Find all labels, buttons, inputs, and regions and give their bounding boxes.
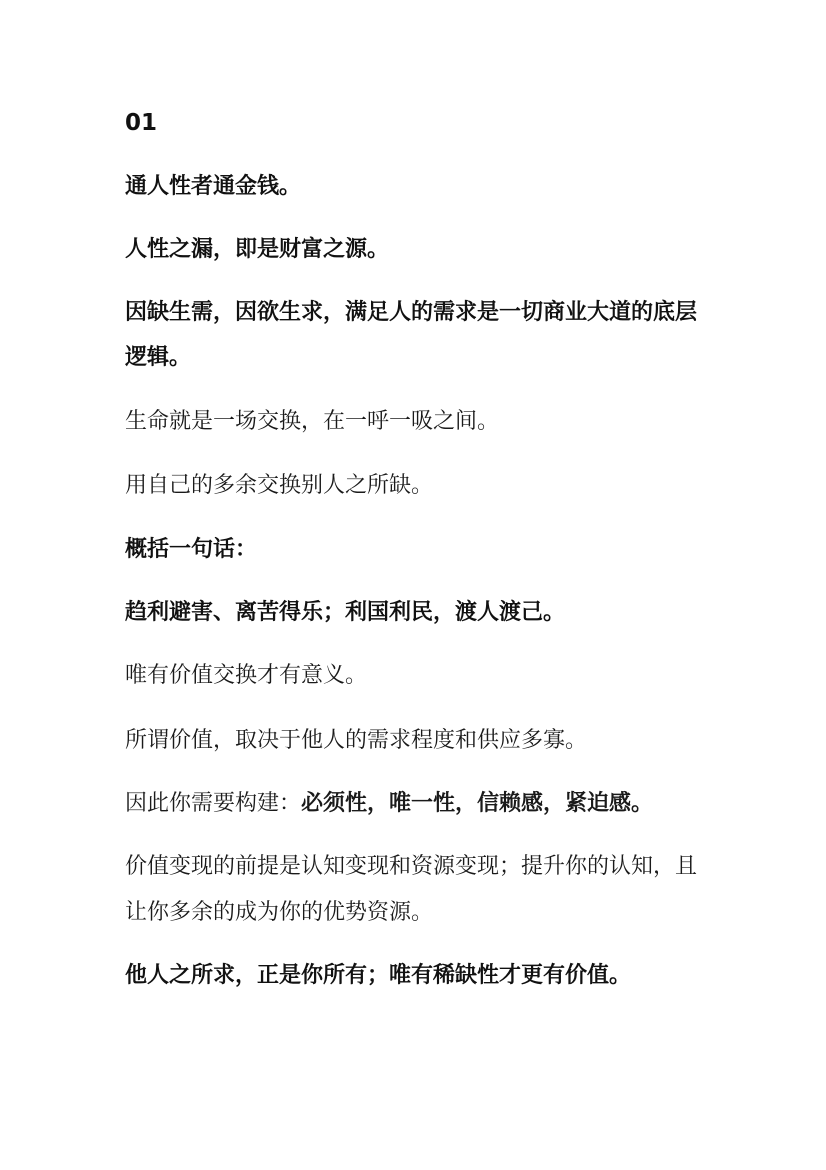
- paragraph-11-line-2: 让你多余的成为你的优势资源。: [125, 900, 434, 925]
- paragraph-9: 所谓价值，取决于他人的需求程度和供应多寡。: [125, 728, 588, 753]
- paragraph-7: 趋利避害、离苦得乐；利国利民，渡人渡己。: [125, 600, 566, 625]
- paragraph-1: 通人性者通金钱。: [125, 174, 302, 199]
- paragraph-12: 他人之所求，正是你所有；唯有稀缺性才更有价值。: [125, 963, 632, 988]
- paragraph-10-prefix: 因此你需要构建：: [125, 791, 302, 816]
- paragraph-3-line-2: 逻辑。: [125, 345, 192, 370]
- paragraph-5: 用自己的多余交换别人之所缺。: [125, 473, 434, 498]
- paragraph-3-line-1: 因缺生需，因欲生求，满足人的需求是一切商业大道的底层: [125, 300, 698, 325]
- paragraph-2: 人性之漏，即是财富之源。: [125, 237, 390, 262]
- paragraph-10: [125, 789, 715, 819]
- paragraph-11-line-1: 价值变现的前提是认知变现和资源变现；提升你的认知，且: [125, 854, 698, 879]
- section-number: 01: [125, 110, 158, 136]
- paragraph-10-emphasis: 必须性，唯一性，信赖感，紧迫感。: [301, 791, 654, 816]
- paragraph-6: 概括一句话：: [125, 537, 258, 562]
- paragraph-8: 唯有价值交换才有意义。: [125, 663, 368, 688]
- paragraph-4: 生命就是一场交换，在一呼一吸之间。: [125, 409, 500, 434]
